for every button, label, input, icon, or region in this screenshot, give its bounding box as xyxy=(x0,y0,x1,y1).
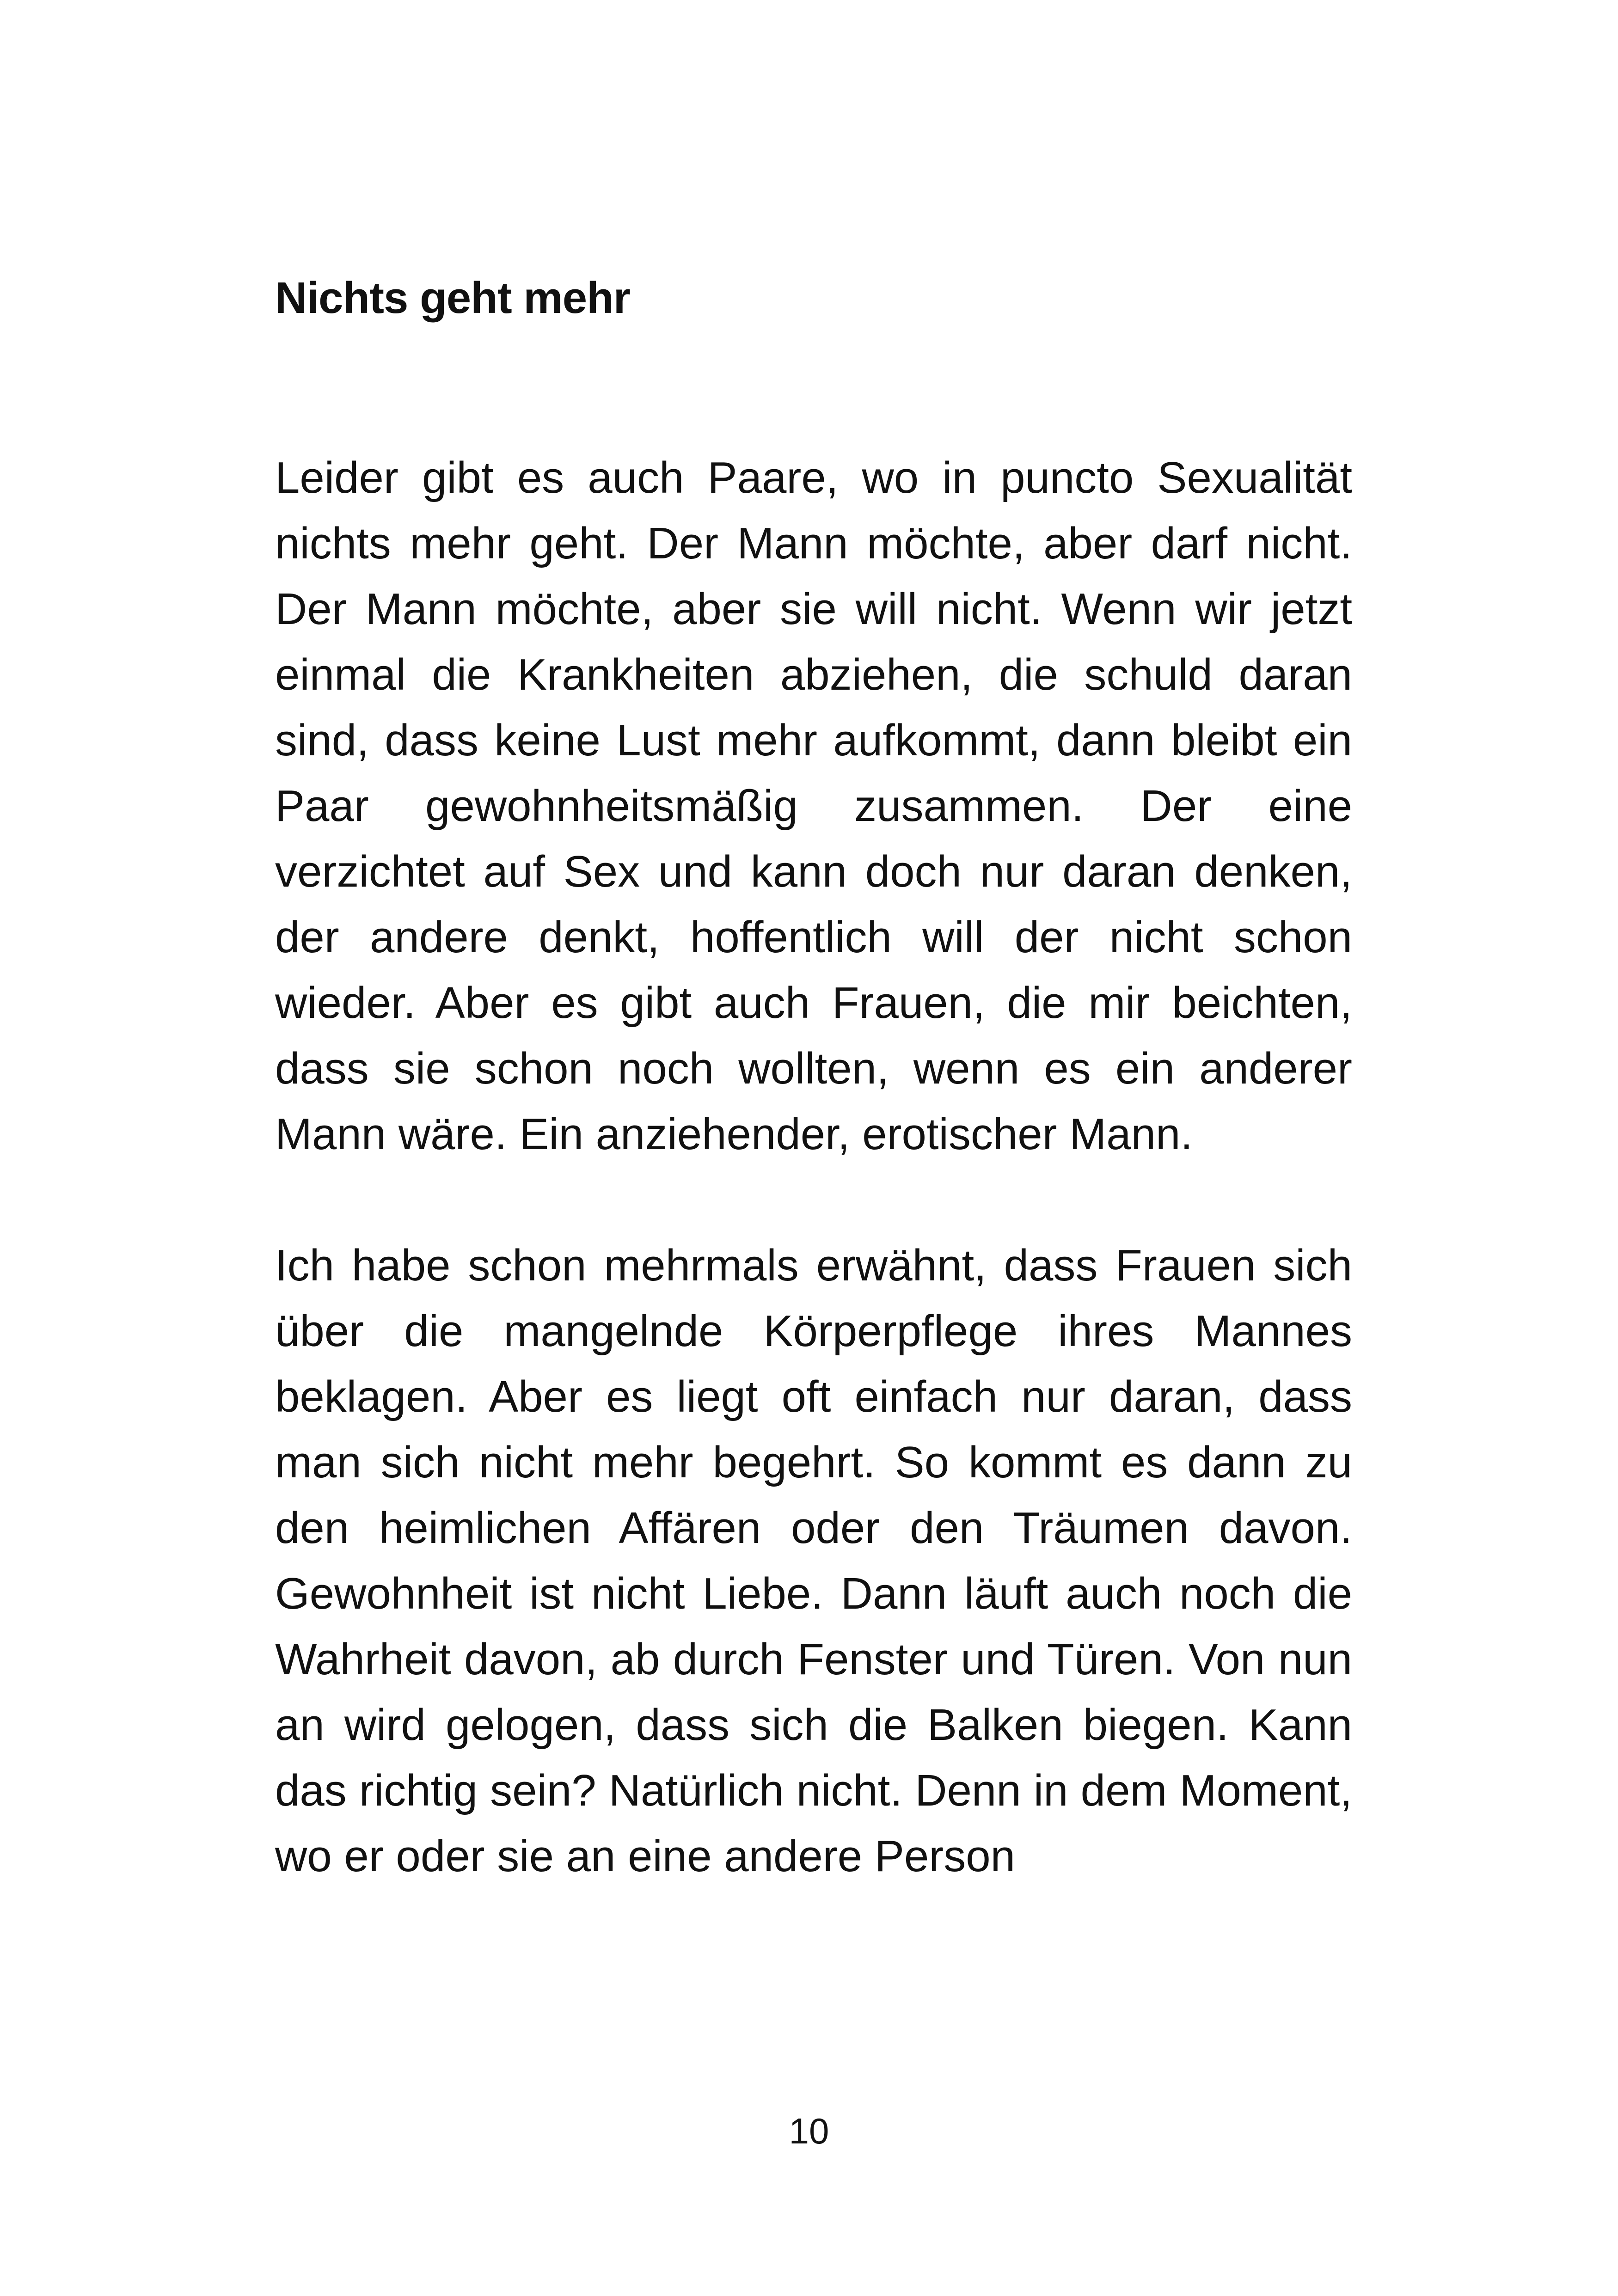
paragraph-2: Ich habe schon mehrmals erwähnt, dass Frauen sich über die mangelnde Körperpflege ihres Mannes beklagen. Aber es liegt oft einfach nur daran, dass man sich nicht mehr begehrt. So kommt es dann zu den heimlichen Affären oder den Träumen davon. Gewohnheit ist nicht Liebe. Dann läuft auch noch die Wahrheit davon, ab durch Fenster und Türen. Von nun an wird gelogen, dass sich die Balken biegen. Kann das richtig sein? Natürlich nicht. Denn in dem Moment, wo er oder sie an eine andere Person xyxy=(275,1241,1352,1881)
page-content xyxy=(275,270,1352,1889)
chapter-heading: Nichts geht mehr xyxy=(275,273,631,323)
paragraph-1: Leider gibt es auch Paare, wo in puncto Sexualität nichts mehr geht. Der Mann möchte, aber darf nicht. Der Mann möchte, aber sie will nicht. Wenn wir jetzt einmal die Krankheiten abziehen, die schuld daran sind, dass keine Lust mehr aufkommt, dann bleibt ein Paar gewohnheitsmäßig zusammen. Der eine verzichtet auf Sex und kann doch nur daran denken, der andere denkt, hoffentlich will der nicht schon wieder. Aber es gibt auch Frauen, die mir beichten, dass sie schon noch wollten, wenn es ein anderer Mann wäre. Ein anziehender, erotischer Mann. xyxy=(275,453,1352,1159)
page-number: 10 xyxy=(789,2111,829,2151)
